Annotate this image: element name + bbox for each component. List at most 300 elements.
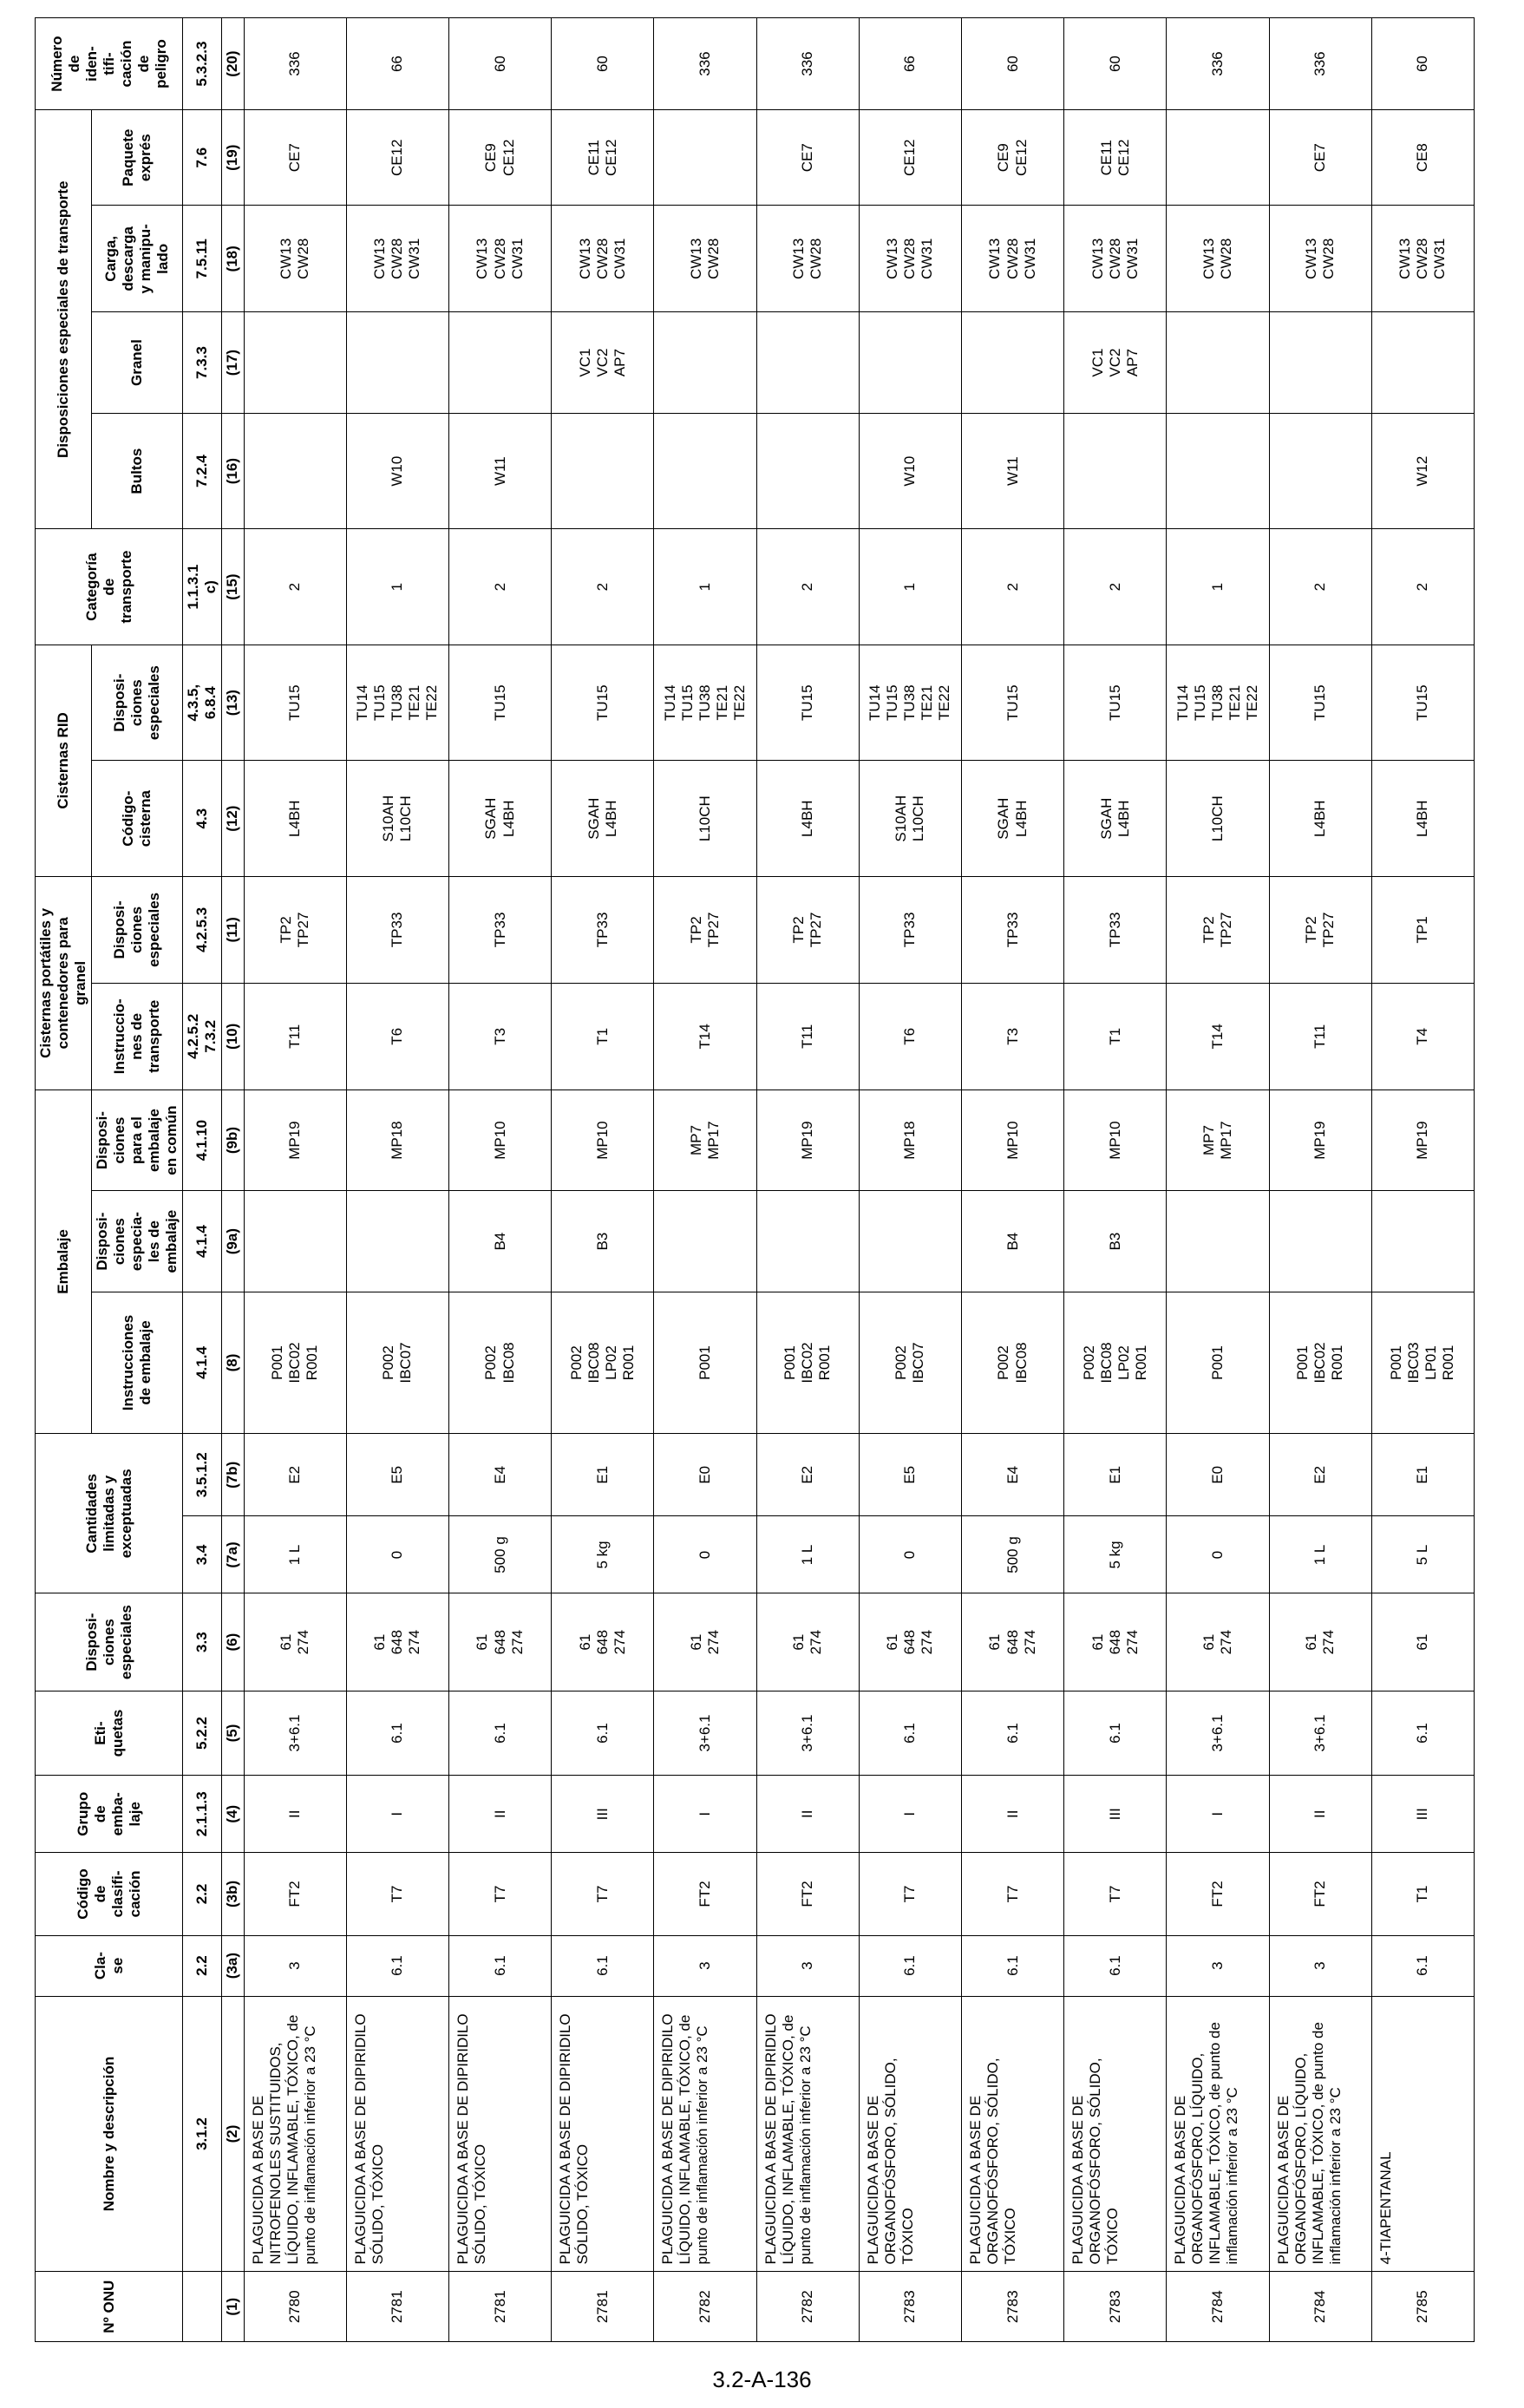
cell-class: 6.1 (961, 1935, 1063, 1996)
cell-packages-provision: W12 (1371, 413, 1474, 529)
cell-un-number: 2785 (1371, 2272, 1474, 2342)
cell-packing-group: III (1371, 1776, 1474, 1853)
cell-name-description: PLAGUICIDA A BASE DE ORGANOFÓSFORO, SÓLIDO, TÓXICO (1064, 1996, 1167, 2272)
cell-pt-instructions: T11 (756, 983, 859, 1089)
cell-hazard-number: 336 (1167, 18, 1269, 110)
table-row (1371, 18, 1474, 2342)
ref-cell (183, 2272, 222, 2342)
table-row (1269, 18, 1371, 2342)
cell-limited-quantity: 500 g (961, 1516, 1063, 1593)
cell-packing-instructions: P001 IBC02 R001 (244, 1292, 346, 1433)
cell-classification-code: FT2 (1167, 1853, 1269, 1935)
cell-labels: 6.1 (552, 1691, 654, 1775)
cell-loading-provision: CW13 CW28 CW31 (859, 206, 961, 312)
column-number-cell: (13) (222, 645, 244, 761)
cell-bulk-provision (346, 312, 448, 414)
cell-express-provision: CE8 (1371, 110, 1474, 206)
cell-tank-code: L10CH (654, 761, 756, 877)
cell-packing-instructions: P002 IBC08 LP02 R001 (1064, 1292, 1167, 1433)
cell-class: 3 (1269, 1935, 1371, 1996)
column-number-cell: (6) (222, 1593, 244, 1691)
cell-pt-instructions: T6 (859, 983, 961, 1089)
cell-limited-quantity: 0 (859, 1516, 961, 1593)
column-number-cell: (18) (222, 206, 244, 312)
cell-tank-code: L4BH (244, 761, 346, 877)
cell-tank-special-provisions: TU14 TU15 TU38 TE21 TE22 (859, 645, 961, 761)
cell-limited-quantity: 500 g (448, 1516, 551, 1593)
cell-class: 6.1 (859, 1935, 961, 1996)
cell-packing-group: III (1064, 1776, 1167, 1853)
column-number-cell: (4) (222, 1776, 244, 1853)
cell-packing-special-provisions (1371, 1191, 1474, 1292)
cell-classification-code: T7 (552, 1853, 654, 1935)
cell-hazard-number: 336 (244, 18, 346, 110)
cell-packing-special-provisions (756, 1191, 859, 1292)
cell-express-provision (654, 110, 756, 206)
cell-name-description: PLAGUICIDA A BASE DE DIPIRIDILO SÓLIDO, TÓXICO (346, 1996, 448, 2272)
cell-un-number: 2784 (1167, 2272, 1269, 2342)
cell-special-provisions: 61 648 274 (346, 1593, 448, 1691)
cell-transport-category: 1 (1167, 529, 1269, 645)
cell-packing-special-provisions (1167, 1191, 1269, 1292)
cell-packages-provision (1269, 413, 1371, 529)
header-classification-code: Código de clasifi- cación (36, 1853, 183, 1935)
cell-packing-special-provisions: B4 (448, 1191, 551, 1292)
cell-un-number: 2784 (1269, 2272, 1371, 2342)
cell-classification-code: T1 (1371, 1853, 1474, 1935)
cell-name-description: 4-TIAPENTANAL (1371, 1996, 1474, 2272)
cell-mixed-packing: MP10 (961, 1089, 1063, 1191)
cell-express-provision: CE9 CE12 (448, 110, 551, 206)
cell-packing-special-provisions (1269, 1191, 1371, 1292)
ref-cell: 4.1.4 (183, 1191, 222, 1292)
cell-classification-code: T7 (346, 1853, 448, 1935)
header-express: Paquete exprés (92, 110, 183, 206)
ref-cell: 3.3 (183, 1593, 222, 1691)
cell-packages-provision (756, 413, 859, 529)
cell-special-provisions: 61 648 274 (859, 1593, 961, 1691)
column-number-cell: (7b) (222, 1434, 244, 1516)
cell-bulk-provision (859, 312, 961, 414)
cell-pt-special-provisions: TP33 (1064, 876, 1167, 983)
cell-class: 3 (1167, 1935, 1269, 1996)
page-number: 3.2-A-136 (712, 2366, 812, 2392)
cell-packing-instructions: P002 IBC08 (448, 1292, 551, 1433)
cell-packing-special-provisions (346, 1191, 448, 1292)
cell-express-provision: CE7 (244, 110, 346, 206)
header-mixed-packing: Disposi- ciones para el embalaje en común (92, 1089, 183, 1191)
cell-bulk-provision (1269, 312, 1371, 414)
cell-packing-group: II (756, 1776, 859, 1853)
cell-excepted-quantity: E0 (1167, 1434, 1269, 1516)
header-loading: Carga, descarga y manipu- lado (92, 206, 183, 312)
cell-transport-category: 2 (756, 529, 859, 645)
cell-special-provisions: 61 648 274 (1064, 1593, 1167, 1691)
cell-pt-special-provisions: TP2 TP27 (654, 876, 756, 983)
cell-special-provisions: 61 648 274 (552, 1593, 654, 1691)
cell-packages-provision (1167, 413, 1269, 529)
cell-transport-category: 2 (1371, 529, 1474, 645)
cell-pt-special-provisions: TP33 (859, 876, 961, 983)
cell-packing-special-provisions: B3 (1064, 1191, 1167, 1292)
table-row (1167, 18, 1269, 2342)
ref-cell: 4.3 (183, 761, 222, 877)
cell-pt-special-provisions: TP2 TP27 (244, 876, 346, 983)
column-number-cell: (7a) (222, 1516, 244, 1593)
cell-packing-group: I (859, 1776, 961, 1853)
table-row (756, 18, 859, 2342)
cell-bulk-provision (244, 312, 346, 414)
header-packing-group: Grupo de emba- laje (36, 1776, 183, 1853)
cell-special-provisions: 61 274 (1167, 1593, 1269, 1691)
cell-classification-code: T7 (961, 1853, 1063, 1935)
table-row (654, 18, 756, 2342)
ref-cell: 5.2.2 (183, 1691, 222, 1775)
cell-class: 6.1 (346, 1935, 448, 1996)
cell-hazard-number: 66 (346, 18, 448, 110)
rotated-table-frame (35, 17, 1475, 2342)
cell-express-provision: CE7 (1269, 110, 1371, 206)
header-packing-instructions: Instrucciones de embalaje (92, 1292, 183, 1433)
cell-pt-instructions: T1 (1064, 983, 1167, 1089)
cell-tank-special-provisions: TU15 (1064, 645, 1167, 761)
cell-name-description: PLAGUICIDA A BASE DE DIPIRIDILO LÍQUIDO, INFLAMABLE, TÓXICO, de punto de inflamación inferior a 23 °C (756, 1996, 859, 2272)
cell-pt-instructions: T3 (448, 983, 551, 1089)
header-portable-tanks: Cisternas portátiles y contenedores para granel (36, 876, 92, 1089)
cell-pt-special-provisions: TP2 TP27 (756, 876, 859, 983)
table-row (448, 18, 551, 2342)
cell-packing-instructions: P002 IBC08 (961, 1292, 1063, 1433)
cell-packing-group: II (961, 1776, 1063, 1853)
column-number-cell: (9b) (222, 1089, 244, 1191)
cell-pt-special-provisions: TP33 (552, 876, 654, 983)
cell-bulk-provision (961, 312, 1063, 414)
cell-limited-quantity: 0 (654, 1516, 756, 1593)
cell-labels: 6.1 (1064, 1691, 1167, 1775)
cell-special-provisions: 61 648 274 (961, 1593, 1063, 1691)
table-row (346, 18, 448, 2342)
cell-pt-instructions: T14 (654, 983, 756, 1089)
table-row (1064, 18, 1167, 2342)
cell-special-provisions: 61 274 (1269, 1593, 1371, 1691)
ref-cell: 7.3.3 (183, 312, 222, 414)
cell-pt-special-provisions: TP1 (1371, 876, 1474, 983)
cell-special-provisions: 61 274 (756, 1593, 859, 1691)
cell-loading-provision: CW13 CW28 CW31 (1371, 206, 1474, 312)
column-number-cell: (10) (222, 983, 244, 1089)
cell-labels: 6.1 (448, 1691, 551, 1775)
cell-bulk-provision (1371, 312, 1474, 414)
cell-name-description: PLAGUICIDA A BASE DE DIPIRIDILO SÓLIDO, TÓXICO (552, 1996, 654, 2272)
cell-express-provision: CE7 (756, 110, 859, 206)
cell-tank-special-provisions: TU15 (448, 645, 551, 761)
cell-packing-instructions: P002 IBC08 LP02 R001 (552, 1292, 654, 1433)
cell-hazard-number: 336 (654, 18, 756, 110)
cell-packages-provision (244, 413, 346, 529)
cell-loading-provision: CW13 CW28 CW31 (448, 206, 551, 312)
cell-mixed-packing: MP10 (552, 1089, 654, 1191)
header-limited-quantities: Cantidades limitadas y exceptuadas (36, 1434, 183, 1593)
cell-transport-category: 2 (552, 529, 654, 645)
cell-name-description: PLAGUICIDA A BASE DE NITROFENOLES SUSTITUIDOS, LÍQUIDO, INFLAMABLE, TÓXICO, de punto de inflamación inferior a 23 °C (244, 1996, 346, 2272)
cell-classification-code: FT2 (244, 1853, 346, 1935)
cell-mixed-packing: MP18 (859, 1089, 961, 1191)
cell-pt-instructions: T4 (1371, 983, 1474, 1089)
cell-packing-instructions: P002 IBC07 (859, 1292, 961, 1433)
cell-pt-instructions: T14 (1167, 983, 1269, 1089)
cell-bulk-provision (448, 312, 551, 414)
cell-tank-special-provisions: TU15 (244, 645, 346, 761)
header-packaging: Embalaje (36, 1089, 92, 1433)
cell-bulk-provision: VC1 VC2 AP7 (1064, 312, 1167, 414)
cell-tank-code: SGAH L4BH (1064, 761, 1167, 877)
cell-pt-special-provisions: TP33 (346, 876, 448, 983)
ref-cell: 4.2.5.3 (183, 876, 222, 983)
ref-cell: 2.2 (183, 1935, 222, 1996)
cell-transport-category: 1 (346, 529, 448, 645)
cell-special-provisions: 61 (1371, 1593, 1474, 1691)
cell-un-number: 2780 (244, 2272, 346, 2342)
column-number-cell: (8) (222, 1292, 244, 1433)
cell-labels: 6.1 (346, 1691, 448, 1775)
cell-pt-special-provisions: TP2 TP27 (1167, 876, 1269, 983)
column-number-row (222, 18, 244, 2342)
cell-tank-special-provisions: TU15 (552, 645, 654, 761)
cell-hazard-number: 60 (961, 18, 1063, 110)
cell-tank-code: SGAH L4BH (961, 761, 1063, 877)
cell-limited-quantity: 0 (1167, 1516, 1269, 1593)
cell-class: 6.1 (1371, 1935, 1474, 1996)
cell-loading-provision: CW13 CW28 (244, 206, 346, 312)
cell-un-number: 2781 (346, 2272, 448, 2342)
cell-mixed-packing: MP19 (756, 1089, 859, 1191)
dangerous-goods-table (35, 17, 1475, 2342)
cell-name-description: PLAGUICIDA A BASE DE ORGANOFÓSFORO, SÓLIDO, TÓXICO (961, 1996, 1063, 2272)
column-number-cell: (12) (222, 761, 244, 877)
cell-labels: 3+6.1 (1269, 1691, 1371, 1775)
cell-pt-instructions: T3 (961, 983, 1063, 1089)
cell-express-provision: CE12 (346, 110, 448, 206)
cell-name-description: PLAGUICIDA A BASE DE ORGANOFÓSFORO, LÍQUIDO, INFLAMABLE, TÓXICO, de punto de inflamación inferior a 23 °C (1269, 1996, 1371, 2272)
cell-excepted-quantity: E2 (244, 1434, 346, 1516)
cell-special-provisions: 61 648 274 (448, 1593, 551, 1691)
cell-classification-code: FT2 (654, 1853, 756, 1935)
cell-class: 6.1 (448, 1935, 551, 1996)
table-row (859, 18, 961, 2342)
cell-packing-special-provisions (859, 1191, 961, 1292)
cell-labels: 3+6.1 (654, 1691, 756, 1775)
cell-loading-provision: CW13 CW28 (1167, 206, 1269, 312)
cell-tank-code: SGAH L4BH (448, 761, 551, 877)
table-body (244, 18, 1474, 2342)
cell-pt-special-provisions: TP33 (961, 876, 1063, 983)
cell-excepted-quantity: E0 (654, 1434, 756, 1516)
cell-packing-instructions: P001 IBC02 R001 (1269, 1292, 1371, 1433)
column-number-cell: (9a) (222, 1191, 244, 1292)
table-row (961, 18, 1063, 2342)
cell-pt-instructions: T6 (346, 983, 448, 1089)
cell-pt-special-provisions: TP33 (448, 876, 551, 983)
table-row (244, 18, 346, 2342)
ref-cell: 7.6 (183, 110, 222, 206)
cell-mixed-packing: MP7 MP17 (1167, 1089, 1269, 1191)
cell-excepted-quantity: E2 (756, 1434, 859, 1516)
cell-loading-provision: CW13 CW28 (756, 206, 859, 312)
column-number-cell: (16) (222, 413, 244, 529)
ref-cell: 5.3.2.3 (183, 18, 222, 110)
ref-cell: 7.2.4 (183, 413, 222, 529)
cell-bulk-provision (756, 312, 859, 414)
cell-un-number: 2781 (448, 2272, 551, 2342)
cell-packing-group: II (1269, 1776, 1371, 1853)
cell-packages-provision (654, 413, 756, 529)
cell-express-provision: CE11 CE12 (1064, 110, 1167, 206)
cell-packages-provision: W11 (961, 413, 1063, 529)
cell-mixed-packing: MP10 (448, 1089, 551, 1191)
cell-excepted-quantity: E1 (1371, 1434, 1474, 1516)
cell-limited-quantity: 1 L (756, 1516, 859, 1593)
cell-express-provision: CE9 CE12 (961, 110, 1063, 206)
cell-name-description: PLAGUICIDA A BASE DE ORGANOFÓSFORO, SÓLIDO, TÓXICO (859, 1996, 961, 2272)
cell-tank-special-provisions: TU15 (1269, 645, 1371, 761)
cell-name-description: PLAGUICIDA A BASE DE DIPIRIDILO SÓLIDO, TÓXICO (448, 1996, 551, 2272)
cell-transport-category: 2 (961, 529, 1063, 645)
cell-bulk-provision: VC1 VC2 AP7 (552, 312, 654, 414)
ref-cell: 3.1.2 (183, 1996, 222, 2272)
cell-mixed-packing: MP19 (244, 1089, 346, 1191)
column-number-cell: (5) (222, 1691, 244, 1775)
cell-labels: 3+6.1 (1167, 1691, 1269, 1775)
header-pt-special-provisions: Disposi- ciones especiales (92, 876, 183, 983)
cell-transport-category: 2 (448, 529, 551, 645)
cell-un-number: 2783 (961, 2272, 1063, 2342)
cell-mixed-packing: MP7 MP17 (654, 1089, 756, 1191)
cell-class: 3 (244, 1935, 346, 1996)
cell-packages-provision: W10 (346, 413, 448, 529)
cell-mixed-packing: MP19 (1269, 1089, 1371, 1191)
cell-un-number: 2782 (756, 2272, 859, 2342)
cell-excepted-quantity: E1 (552, 1434, 654, 1516)
cell-tank-code: S10AH L10CH (346, 761, 448, 877)
cell-packing-instructions: P001 IBC03 LP01 R001 (1371, 1292, 1474, 1433)
cell-class: 3 (756, 1935, 859, 1996)
cell-classification-code: T7 (1064, 1853, 1167, 1935)
ref-cell: 1.1.3.1 c) (183, 529, 222, 645)
cell-name-description: PLAGUICIDA A BASE DE ORGANOFÓSFORO, LÍQUIDO, INFLAMABLE, TÓXICO, de punto de inflamación inferior a 23 °C (1167, 1996, 1269, 2272)
column-number-cell: (11) (222, 876, 244, 983)
cell-un-number: 2783 (1064, 2272, 1167, 2342)
column-number-cell: (3b) (222, 1853, 244, 1935)
cell-tank-code: L4BH (1269, 761, 1371, 877)
ref-cell: 2.2 (183, 1853, 222, 1935)
cell-loading-provision: CW13 CW28 CW31 (1064, 206, 1167, 312)
cell-hazard-number: 60 (448, 18, 551, 110)
cell-un-number: 2783 (859, 2272, 961, 2342)
cell-loading-provision: CW13 CW28 CW31 (346, 206, 448, 312)
header-name-description: Nombre y descripción (36, 1996, 183, 2272)
cell-pt-instructions: T1 (552, 983, 654, 1089)
cell-loading-provision: CW13 CW28 CW31 (552, 206, 654, 312)
cell-hazard-number: 66 (859, 18, 961, 110)
cell-packing-instructions: P001 IBC02 R001 (756, 1292, 859, 1433)
cell-packing-group: I (346, 1776, 448, 1853)
cell-limited-quantity: 1 L (1269, 1516, 1371, 1593)
cell-pt-special-provisions: TP2 TP27 (1269, 876, 1371, 983)
cell-tank-code: SGAH L4BH (552, 761, 654, 877)
cell-class: 3 (654, 1935, 756, 1996)
cell-packages-provision: W11 (448, 413, 551, 529)
cell-tank-special-provisions: TU15 (1371, 645, 1474, 761)
header-tank-special-provisions: Disposi- ciones especiales (92, 645, 183, 761)
cell-class: 6.1 (552, 1935, 654, 1996)
cell-tank-special-provisions: TU15 (756, 645, 859, 761)
cell-name-description: PLAGUICIDA A BASE DE DIPIRIDILO LÍQUIDO, INFLAMABLE, TÓXICO, de punto de inflamación inferior a 23 °C (654, 1996, 756, 2272)
header-tank-code: Código- cisterna (92, 761, 183, 877)
cell-classification-code: T7 (448, 1853, 551, 1935)
cell-packages-provision (1064, 413, 1167, 529)
cell-excepted-quantity: E5 (346, 1434, 448, 1516)
header-special-provisions: Disposi- ciones especiales (36, 1593, 183, 1691)
cell-hazard-number: 60 (1371, 18, 1474, 110)
header-packages: Bultos (92, 413, 183, 529)
cell-limited-quantity: 0 (346, 1516, 448, 1593)
cell-tank-special-provisions: TU14 TU15 TU38 TE21 TE22 (1167, 645, 1269, 761)
cell-packing-special-provisions (654, 1191, 756, 1292)
cell-packing-group: II (244, 1776, 346, 1853)
cell-hazard-number: 60 (1064, 18, 1167, 110)
cell-hazard-number: 60 (552, 18, 654, 110)
cell-tank-code: L10CH (1167, 761, 1269, 877)
cell-transport-category: 1 (859, 529, 961, 645)
header-transport-category: Categoría de transporte (36, 529, 183, 645)
cell-hazard-number: 336 (1269, 18, 1371, 110)
cell-packing-group: I (1167, 1776, 1269, 1853)
column-number-cell: (15) (222, 529, 244, 645)
ref-cell: 2.1.1.3 (183, 1776, 222, 1853)
column-number-cell: (3a) (222, 1935, 244, 1996)
table-row (552, 18, 654, 2342)
cell-packages-provision (552, 413, 654, 529)
column-number-cell: (17) (222, 312, 244, 414)
column-number-cell: (2) (222, 1996, 244, 2272)
header-bulk: Granel (92, 312, 183, 414)
cell-transport-category: 2 (1064, 529, 1167, 645)
header-labels: Eti- quetas (36, 1691, 183, 1775)
cell-mixed-packing: MP19 (1371, 1089, 1474, 1191)
cell-excepted-quantity: E1 (1064, 1434, 1167, 1516)
header-rid-tanks: Cisternas RID (36, 645, 92, 876)
cell-transport-category: 2 (1269, 529, 1371, 645)
header-packing-special-provisions: Disposi- ciones especia- les de embalaje (92, 1191, 183, 1292)
cell-excepted-quantity: E4 (961, 1434, 1063, 1516)
header-special-transport-provisions: Disposiciones especiales de transporte (36, 110, 92, 529)
cell-mixed-packing: MP10 (1064, 1089, 1167, 1191)
cell-packing-group: III (552, 1776, 654, 1853)
cell-express-provision: CE12 (859, 110, 961, 206)
ref-cell: 3.5.1.2 (183, 1434, 222, 1516)
cell-hazard-number: 336 (756, 18, 859, 110)
cell-limited-quantity: 1 L (244, 1516, 346, 1593)
cell-classification-code: FT2 (756, 1853, 859, 1935)
cell-tank-special-provisions: TU15 (961, 645, 1063, 761)
cell-un-number: 2781 (552, 2272, 654, 2342)
column-number-cell: (19) (222, 110, 244, 206)
ref-cell: 4.2.5.2 7.3.2 (183, 983, 222, 1089)
reference-row (183, 18, 222, 2342)
cell-pt-instructions: T11 (1269, 983, 1371, 1089)
column-number-cell: (20) (222, 18, 244, 110)
cell-labels: 3+6.1 (244, 1691, 346, 1775)
